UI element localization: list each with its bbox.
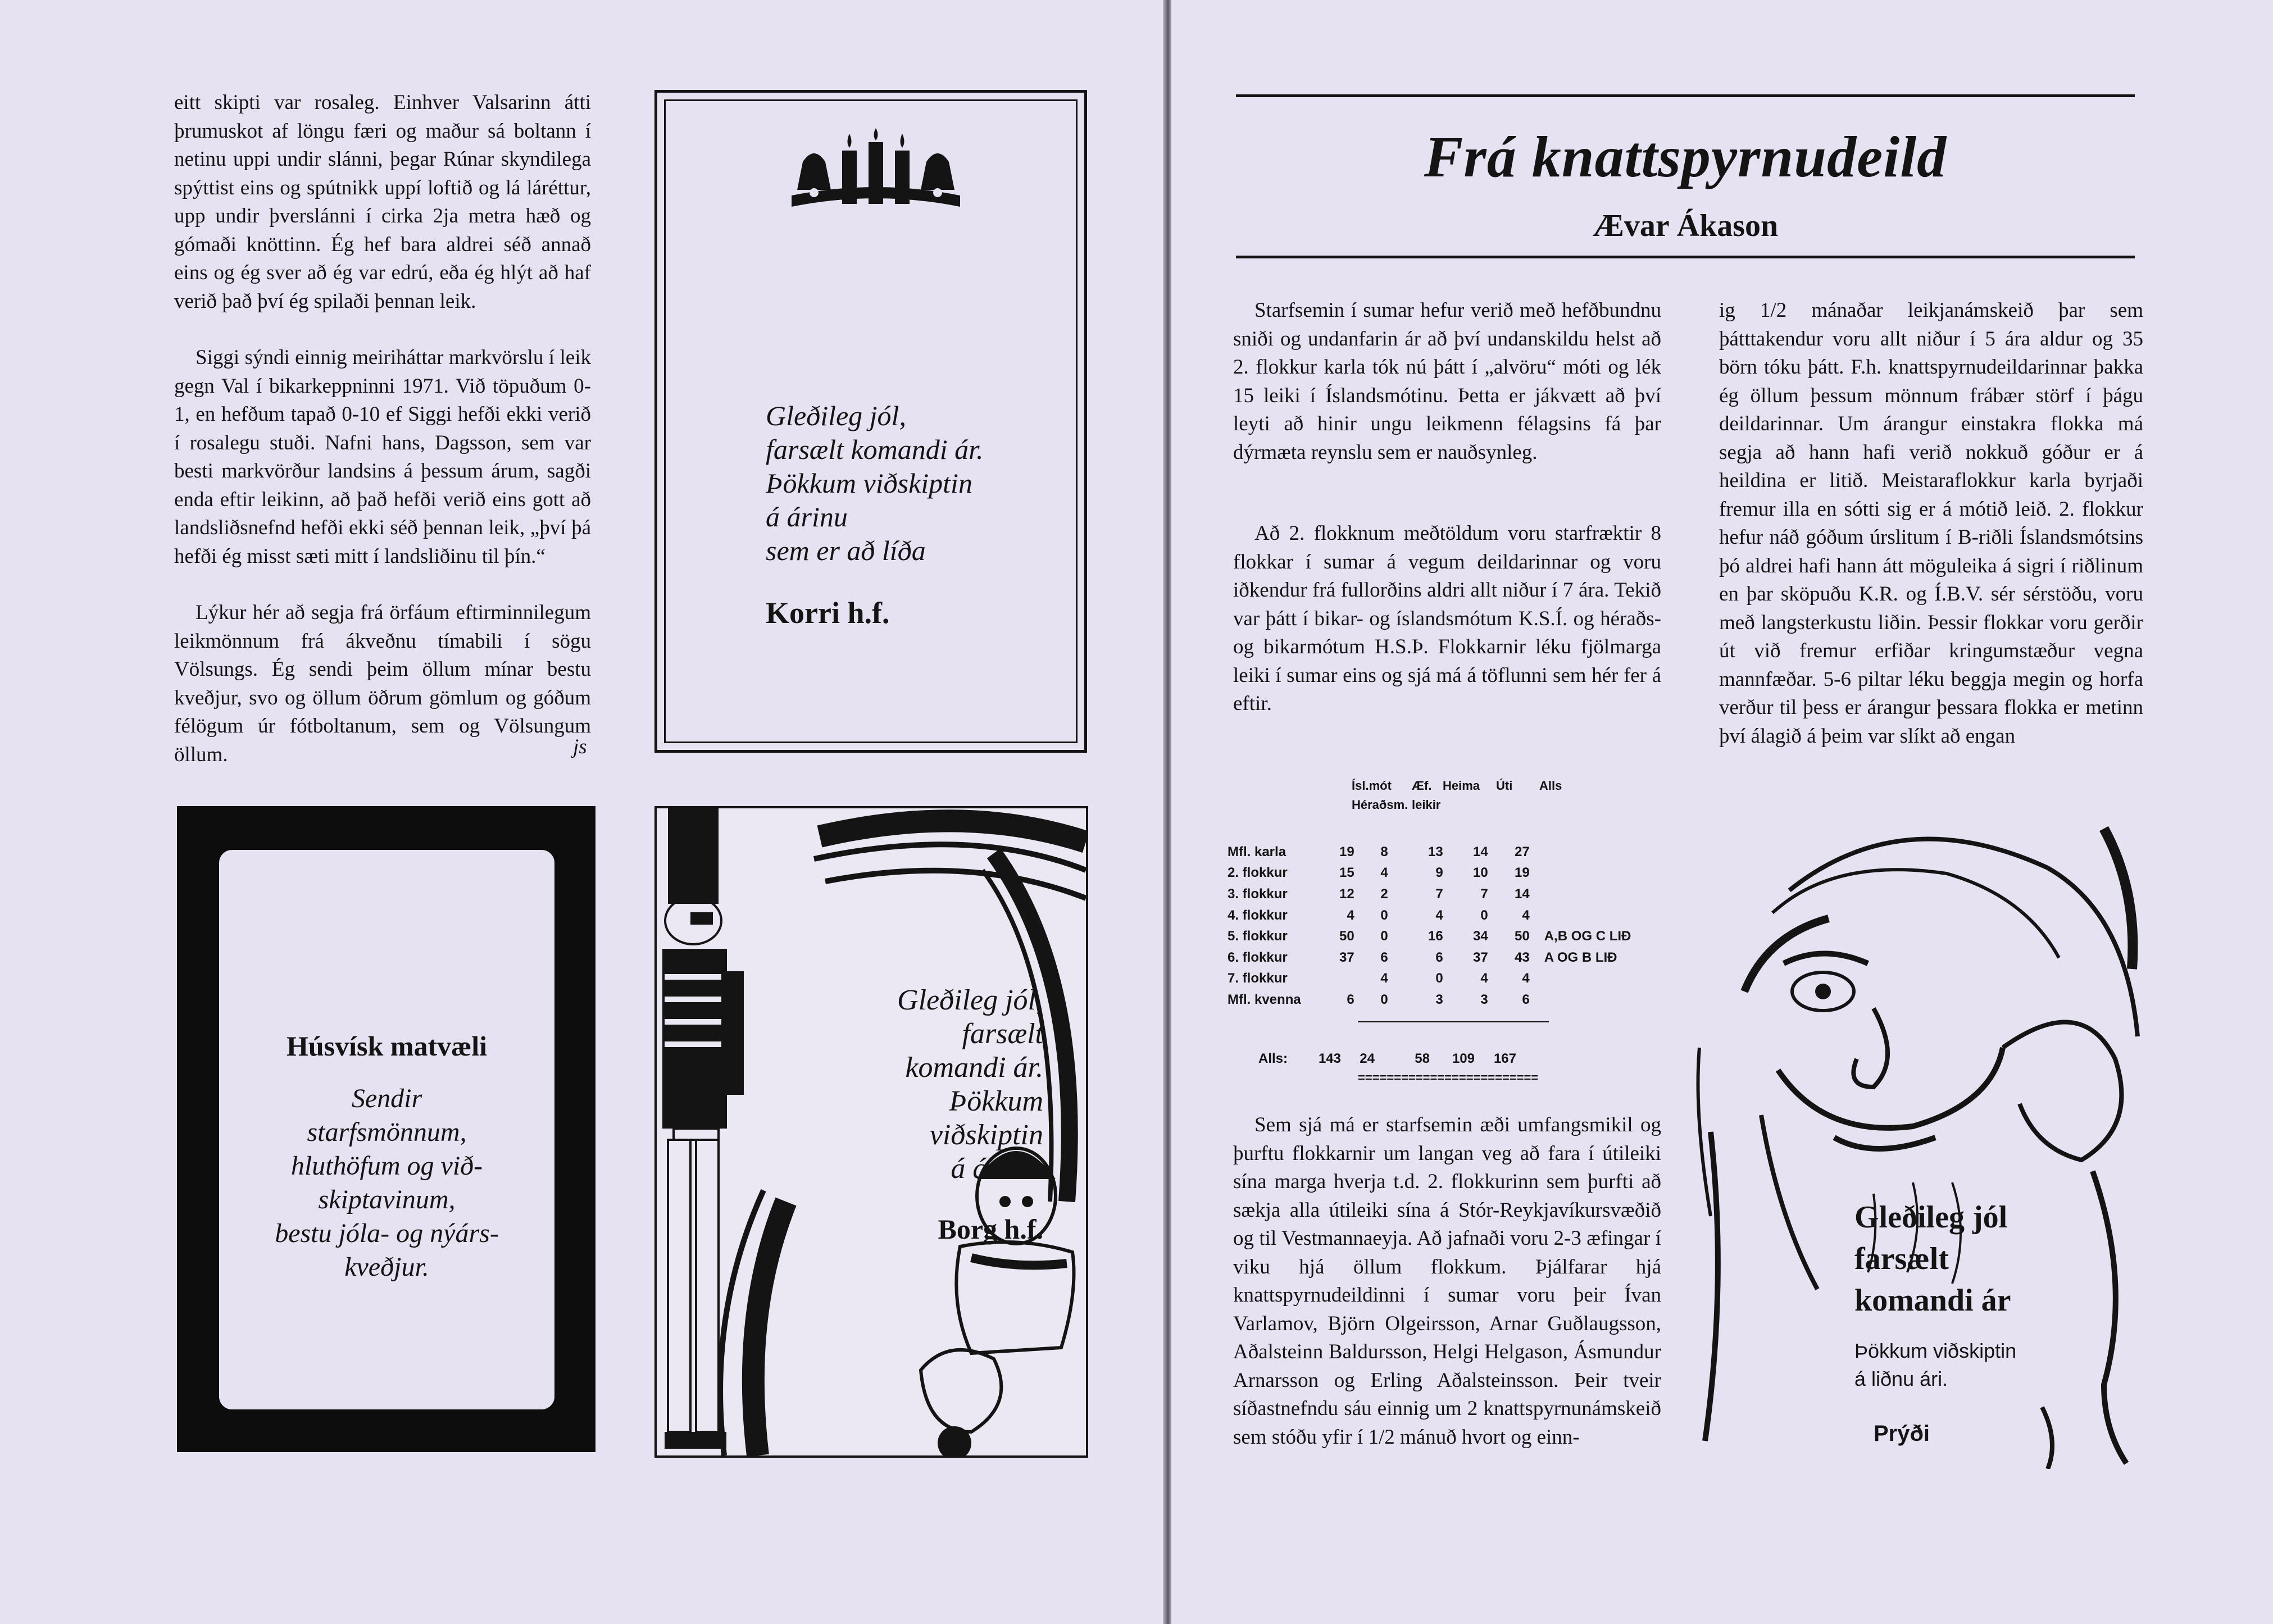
article-signature: js bbox=[573, 735, 587, 758]
stats-row bbox=[1228, 968, 1631, 990]
ad-prydi-line: komandi ár bbox=[1854, 1283, 2011, 1318]
ad-korri-sender: Korri h.f. bbox=[766, 596, 890, 630]
stats-cell-label: 7. flokkur bbox=[1228, 971, 1288, 986]
stats-row bbox=[1228, 926, 1631, 947]
article-paragraph-3: Lýkur hér að segja frá örfáum eftirminnilegum leikmönnum frá ákveðnu tímabili í sögu Völsungs. Ég sendi þeim öllum mínar bestu kveðjur, svo og öllum öðrum gömlum og góðum félögum úr fótboltanum, sem og Völsungum öllum. bbox=[174, 601, 591, 766]
stats-cell-isl: 19 bbox=[1339, 844, 1354, 859]
stats-cell-note bbox=[1530, 841, 1631, 863]
stats-cell-aef: 6 bbox=[1380, 949, 1388, 965]
stats-cell-note bbox=[1530, 863, 1631, 884]
ad-borg-line: Gleðileg jól, bbox=[897, 984, 1043, 1016]
stats-header-alls: Alls bbox=[1539, 779, 1562, 793]
ad-husvisk-message bbox=[219, 1082, 554, 1284]
ad-prydi-small bbox=[1854, 1337, 2016, 1393]
article-paragraph-1: eitt skipti var rosaleg. Einhver Valsarinn átti þrumuskot af löngu færi og maður sá boltann í netinu uppi undir slánni, þegar Rúnar skyndilega spýttist eins og spútnikk uppí loftið og lá láréttur, upp undir þverslánni í cirka 2ja metra hæð og gómaði knöttinn. Ég hef bara aldrei séð annað eins og ég sver að ég var edrú, eða ég hlýt að haf verið það því ég spilaði þennan leik. bbox=[174, 91, 591, 313]
stats-cell-aef: 0 bbox=[1380, 929, 1388, 944]
ad-borg-line: farsælt bbox=[962, 1018, 1043, 1050]
ad-husvisk-line: Sendir bbox=[351, 1084, 422, 1113]
total-aef: 24 bbox=[1360, 1050, 1375, 1066]
ad-husvisk-company: Húsvísk matvæli bbox=[286, 1030, 487, 1062]
stats-row bbox=[1228, 989, 1631, 1011]
ad-husvisk-line: starfsmönnum, bbox=[307, 1117, 467, 1147]
stats-cell-label: Mfl. kvenna bbox=[1228, 991, 1301, 1007]
stats-cell-heima: 6 bbox=[1435, 949, 1443, 965]
stats-cell-uti: 3 bbox=[1480, 991, 1488, 1007]
ad-korri-line: Þökkum viðskiptin bbox=[766, 467, 972, 499]
stats-total-row bbox=[1228, 1048, 1516, 1070]
ad-borg-line: á árinu. bbox=[951, 1153, 1043, 1185]
stats-cell-alls: 14 bbox=[1515, 886, 1530, 902]
ad-korri-line: farsælt komandi ár. bbox=[766, 434, 984, 465]
stats-header-isl: Ísl.mót bbox=[1352, 779, 1392, 793]
stats-header-uti: Úti bbox=[1496, 779, 1513, 793]
col1-paragraph-3: Sem sjá má er starfsemin æði umfangsmikil og þurftu flokkarnir um langan veg að fara í útileiki sína marga hverja t.d. 2. flokkurinn sem þurfti að sækja alla útileiki sína á Stór-Reykjavíkursvæðið og til Vestmannaeyja. Að jafnaði voru 2-3 æfingar í viku hjá öllum flokkum. Þjálfarar hjá knattspyrnudeildinni í sumar voru þeir Ívan Varlamov, Björn Olgeirsson, Arnar Guðlaugsson, Aðalsteinn Baldursson, Helgi Helgason, Ásmundur Arnarsson og Erling Aðalsteinsson. Þeir tveir síðastnefndu sáu einnig um 2 knattspyrnunámskeið sem stóðu yfir í 1/2 mánuð hvort og einn- bbox=[1233, 1113, 1661, 1449]
total-alls: 167 bbox=[1493, 1050, 1516, 1066]
total-uti: 109 bbox=[1452, 1050, 1475, 1066]
total-isl: 143 bbox=[1318, 1050, 1341, 1066]
stats-header-leikir: leikir bbox=[1412, 798, 1441, 812]
ad-prydi-greeting bbox=[1854, 1197, 2011, 1321]
article-title: Frá knattspyrnudeild bbox=[1424, 125, 1947, 189]
ad-prydi bbox=[1688, 823, 2177, 1469]
ad-prydi-line: Gleðileg jól bbox=[1854, 1200, 2008, 1235]
article-author: Ævar Ákason bbox=[1592, 208, 1779, 243]
stats-row bbox=[1228, 905, 1631, 926]
stats-cell-note bbox=[1530, 989, 1631, 1011]
stats-double-underline: ========================= bbox=[1358, 1071, 1539, 1085]
stats-cell-label: 4. flokkur bbox=[1228, 907, 1288, 923]
stats-row bbox=[1228, 841, 1631, 863]
stats-table bbox=[1228, 775, 1761, 1101]
stats-cell-note bbox=[1530, 905, 1631, 926]
ad-korri-inner-frame bbox=[664, 99, 1078, 743]
ad-husvisk-line: bestu jóla- og nýárs- bbox=[275, 1218, 499, 1248]
stats-cell-alls: 19 bbox=[1515, 865, 1530, 881]
stats-cell-isl: 12 bbox=[1339, 886, 1354, 902]
ad-borg-line: viðskiptin bbox=[929, 1119, 1043, 1151]
stats-cell-isl: 50 bbox=[1339, 929, 1354, 944]
stats-cell-alls: 4 bbox=[1522, 907, 1530, 923]
stats-cell-isl: 37 bbox=[1339, 949, 1354, 965]
stats-cell-uti: 14 bbox=[1473, 844, 1488, 859]
stats-totals bbox=[1228, 1048, 1516, 1070]
ad-borg-greeting bbox=[897, 984, 1043, 1186]
stats-cell-aef: 0 bbox=[1380, 991, 1388, 1007]
stats-row bbox=[1228, 863, 1631, 884]
stats-cell-alls: 43 bbox=[1515, 949, 1530, 965]
stats-cell-note bbox=[1530, 968, 1631, 990]
stats-cell-isl: 6 bbox=[1347, 991, 1354, 1007]
stats-cell-heima: 7 bbox=[1435, 886, 1443, 902]
total-heima: 58 bbox=[1415, 1050, 1430, 1066]
stats-cell-isl bbox=[1301, 968, 1354, 990]
ad-korri-line: Gleðileg jól, bbox=[766, 400, 906, 431]
col1-paragraph-2: Að 2. flokknum meðtöldum voru starfræktir 8 flokkar í sumar á vegum deildarinnar og voru iðkendur frá fullorðins aldri allt niður í 7 ára. Tekið var þátt í bikar- og íslandsmótum K.S.Í. og héraðs- og bikarmótum H.S.Þ. Flokkarnir léku fjölmarga leiki í sumar eins og sjá má á töflunni sem hér fer á eftir. bbox=[1233, 522, 1661, 715]
stats-cell-heima: 13 bbox=[1428, 844, 1443, 859]
stats-cell-aef: 2 bbox=[1380, 886, 1388, 902]
stats-cell-note: A OG B LIÐ bbox=[1544, 949, 1617, 965]
stats-row bbox=[1228, 947, 1631, 968]
article-paragraph-2: Siggi sýndi einnig meiriháttar markvörslu í leik gegn Val í bikarkeppninni 1971. Við töpuðum 0-1, en hefðum tapað 0-10 ef Siggi hefði ekki verið í rosalegu stuði. Nafni hans, Dagsson, sem var besti markvörður landsins á þessum árum, sagði enda eftir leikinn, að það hefði verið eins gott að landsliðsnefnd hefði ekki séð þennan leik, „því þá hefði ég misst sæti mitt í landsliðinu til þín.“ bbox=[174, 346, 591, 568]
ad-korri-line: á árinu bbox=[766, 501, 848, 533]
title-rule-bottom bbox=[1236, 256, 2135, 258]
ad-prydi-small-line: Þökkum viðskiptin bbox=[1854, 1339, 2017, 1362]
title-rule-top bbox=[1236, 94, 2135, 97]
stats-cell-isl: 15 bbox=[1339, 865, 1354, 881]
ad-prydi-sender: Prýði bbox=[1874, 1421, 1930, 1446]
col2-paragraph-1: ig 1/2 mánaðar leikjanámskeið þar sem þátttakendur voru allt niður í 5 ára aldur og 35 börn tóku þátt. F.h. knattspyrnudeildarinnar þakka ég öllum þessum mönnum frábær störf í þágu deildarinnar. Um árangur einstakra flokka má segja að hann hafi verið nokkuð góður er á heildina er litið. Meistaraflokkur karla byrjaði fremur illa en sótti sig er á mótið leið. 2. flokkur hefur náð góðum úrslitum í B-riðli Íslandsmótsins þó aldrei hafi hann átt möguleika á sigri í riðlinum en þar sköpuðu K.R. og Í.B.V. sér sérstöðu, voru með langsterkustu liðin. Þessir flokkar voru gerðir út við fremur erfiðar kringumstæður vegna mannfæðar. 5-6 piltar léku beggja megin og horfa verður til þess er árangur þessara flokka er metinn því álagið á þeim var slíkt að engan bbox=[1719, 299, 2143, 748]
stats-cell-uti: 4 bbox=[1480, 971, 1488, 986]
stats-total-rule bbox=[1358, 1021, 1549, 1022]
stats-cell-aef: 8 bbox=[1380, 844, 1388, 859]
stats-cell-aef: 4 bbox=[1380, 971, 1388, 986]
ad-husvisk-line: skiptavinum, bbox=[318, 1185, 456, 1214]
stats-cell-heima: 3 bbox=[1435, 991, 1443, 1007]
stats-cell-label: Mfl. karla bbox=[1228, 844, 1286, 859]
ad-prydi-small-line: á liðnu ári. bbox=[1854, 1367, 1948, 1390]
col1-paragraph-1: Starfsemin í sumar hefur verið með hefðbundnu sniði og undanfarin ár að því undanskildu helst að 2. flokkur karla tók nú þátt í „alvöru“ móti og lék 15 leiki í Íslandsmótinu. Þetta er jákvætt að því leyti að hinir ungu leikmenn félagsins fá þar dýrmæta reynslu sem er nauðsynleg. bbox=[1233, 299, 1661, 464]
ad-prydi-line: farsælt bbox=[1854, 1241, 1949, 1276]
stats-cell-label: 2. flokkur bbox=[1228, 865, 1288, 881]
stats-cell-uti: 34 bbox=[1473, 929, 1488, 944]
ad-husvisk-line: kveðjur. bbox=[344, 1252, 429, 1282]
stats-cell-alls: 50 bbox=[1515, 929, 1530, 944]
ad-korri bbox=[654, 90, 1087, 753]
candles-and-bells-icon bbox=[792, 128, 960, 212]
ad-borg bbox=[654, 806, 1088, 1458]
stats-cell-heima: 4 bbox=[1435, 907, 1443, 923]
stats-cell-uti: 0 bbox=[1480, 907, 1488, 923]
right-page bbox=[1171, 0, 2273, 1624]
stats-cell-heima: 9 bbox=[1435, 865, 1443, 881]
stats-table-grid bbox=[1228, 841, 1631, 1011]
total-label: Alls: bbox=[1258, 1050, 1288, 1066]
stats-cell-alls: 6 bbox=[1522, 991, 1530, 1007]
stats-cell-alls: 27 bbox=[1515, 844, 1530, 859]
ad-korri-line: sem er að líða bbox=[766, 535, 926, 566]
ad-husvisk-line: hluthöfum og við- bbox=[290, 1151, 483, 1181]
stats-row bbox=[1228, 884, 1631, 905]
ad-husvisk-panel bbox=[217, 848, 556, 1411]
stats-cell-label: 6. flokkur bbox=[1228, 949, 1288, 965]
stats-cell-note bbox=[1530, 884, 1631, 905]
stats-cell-label: 3. flokkur bbox=[1228, 886, 1288, 902]
stats-header-aef: Æf. bbox=[1412, 779, 1432, 793]
ad-husvisk bbox=[177, 806, 595, 1452]
stats-cell-uti: 10 bbox=[1473, 865, 1488, 881]
stats-cell-isl: 4 bbox=[1347, 907, 1354, 923]
stats-cell-heima: 0 bbox=[1435, 971, 1443, 986]
stats-header-herad: Héraðsm. bbox=[1352, 798, 1408, 812]
ad-borg-line: komandi ár. bbox=[905, 1052, 1043, 1084]
stats-cell-heima: 16 bbox=[1428, 929, 1443, 944]
stats-header-heima: Heima bbox=[1443, 779, 1480, 793]
stats-cell-uti: 37 bbox=[1473, 949, 1488, 965]
stats-cell-aef: 4 bbox=[1380, 865, 1388, 881]
stats-cell-uti: 7 bbox=[1480, 886, 1488, 902]
stats-cell-aef: 0 bbox=[1380, 907, 1388, 923]
stats-cell-note: A,B OG C LIÐ bbox=[1544, 929, 1631, 944]
stats-cell-alls: 4 bbox=[1522, 971, 1530, 986]
stats-cell-label: 5. flokkur bbox=[1228, 929, 1288, 944]
ad-korri-greeting bbox=[766, 399, 984, 567]
ad-borg-line: Þökkum bbox=[949, 1085, 1043, 1117]
ad-borg-sender: Borg h.f. bbox=[938, 1213, 1043, 1245]
